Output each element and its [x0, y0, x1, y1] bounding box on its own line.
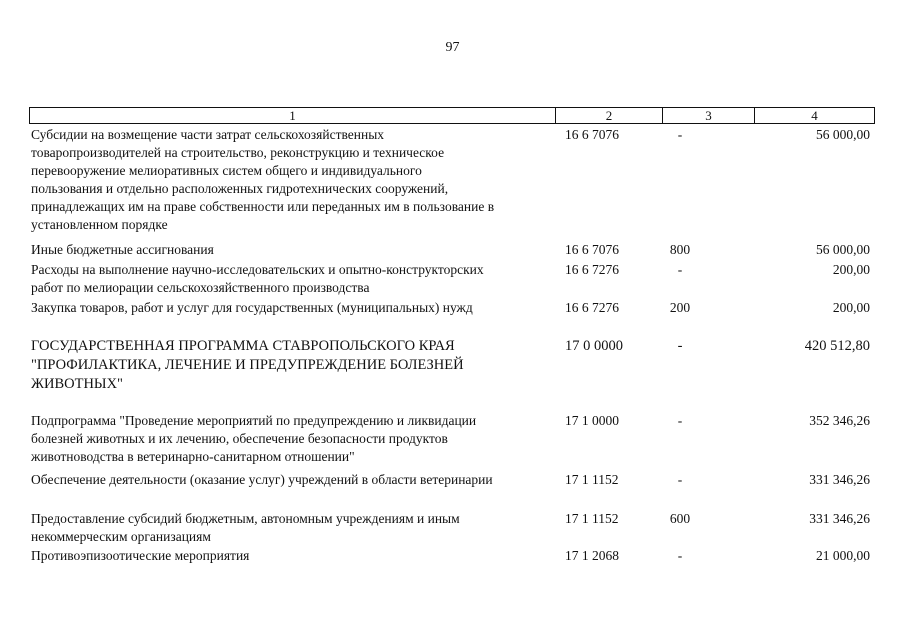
description-line: Расходы на выполнение научно-исследовательских и опытно-конструкторских: [31, 262, 484, 277]
description-line: ЖИВОТНЫХ": [31, 376, 123, 392]
row-code: 17 1 2068: [565, 548, 619, 563]
row-amount: 200,00: [832, 262, 870, 277]
description-line: Противоэпизоотические мероприятия: [31, 548, 250, 563]
row-amount: 420 512,80: [804, 338, 870, 354]
row-expense-type: 200: [669, 300, 691, 315]
row-expense-type: 800: [669, 242, 691, 257]
description-line: болезней животных и их лечению, обеспечение безопасности продуктов: [31, 431, 448, 446]
description-line: "ПРОФИЛАКТИКА, ЛЕЧЕНИЕ И ПРЕДУПРЕЖДЕНИЕ БОЛЕЗНЕЙ: [31, 357, 464, 373]
row-amount: 352 346,26: [809, 413, 870, 428]
row-description: [31, 337, 557, 394]
description-line: некоммерческим организациям: [31, 529, 211, 544]
row-code: 16 6 7076: [565, 127, 619, 142]
row-description: [31, 547, 557, 565]
row-amount: 200,00: [832, 300, 870, 315]
description-line: Закупка товаров, работ и услуг для государственных (муниципальных) нужд: [31, 300, 473, 315]
row-code: 17 1 1152: [565, 511, 619, 526]
column-header-4: 4: [811, 108, 818, 123]
row-expense-type: -: [677, 262, 683, 277]
row-expense-type: -: [677, 413, 683, 428]
description-line: принадлежащих им на праве собственности или переданных им в пользование в: [31, 199, 495, 214]
row-description: [31, 471, 557, 489]
row-amount: 331 346,26: [809, 472, 870, 487]
column-header-1: 1: [30, 108, 556, 123]
row-amount: 56 000,00: [816, 127, 870, 142]
description-line: товаропроизводителей на строительство, реконструкцию и техническое: [31, 145, 445, 160]
description-line: установленном порядке: [31, 217, 168, 232]
page-number: 97: [445, 40, 460, 55]
description-line: пользования и отдельно расположенных гидротехнических сооружений,: [31, 181, 449, 196]
row-code: 16 6 7076: [565, 242, 619, 257]
row-description: [31, 126, 557, 234]
description-line: Иные бюджетные ассигнования: [31, 242, 214, 257]
row-description: [31, 241, 557, 259]
row-code: 17 1 1152: [565, 472, 619, 487]
column-header-3: 3: [663, 108, 755, 123]
description-line: работ по мелиорации сельскохозяйственного производства: [31, 280, 370, 295]
row-description: [31, 299, 557, 317]
row-expense-type: -: [677, 127, 683, 142]
description-line: Субсидии на возмещение части затрат сельскохозяйственных: [31, 127, 385, 142]
row-description: [31, 261, 557, 297]
description-line: животноводства в ветеринарно-санитарном отношении": [31, 449, 355, 464]
description-line: ГОСУДАРСТВЕННАЯ ПРОГРАММА СТАВРОПОЛЬСКОГО КРАЯ: [31, 338, 455, 354]
row-amount: 331 346,26: [809, 511, 870, 526]
row-code: 16 6 7276: [565, 300, 619, 315]
row-expense-type: -: [677, 338, 683, 354]
row-expense-type: 600: [669, 511, 691, 526]
row-description: [31, 412, 557, 466]
description-line: Предоставление субсидий бюджетным, автономным учреждениям и иным: [31, 511, 460, 526]
description-line: Подпрограмма "Проведение мероприятий по предупреждению и ликвидации: [31, 413, 477, 428]
column-header-2: 2: [556, 108, 663, 123]
row-code: 17 1 0000: [565, 413, 619, 428]
row-amount: 56 000,00: [816, 242, 870, 257]
row-code: 16 6 7276: [565, 262, 619, 277]
row-description: [31, 510, 557, 546]
row-expense-type: -: [677, 548, 683, 563]
description-line: Обеспечение деятельности (оказание услуг) учреждений в области ветеринарии: [31, 472, 493, 487]
row-expense-type: -: [677, 472, 683, 487]
row-code: 17 0 0000: [565, 338, 623, 354]
row-amount: 21 000,00: [816, 548, 870, 563]
description-line: перевооружение мелиоративных систем общего и индивидуального: [31, 163, 422, 178]
